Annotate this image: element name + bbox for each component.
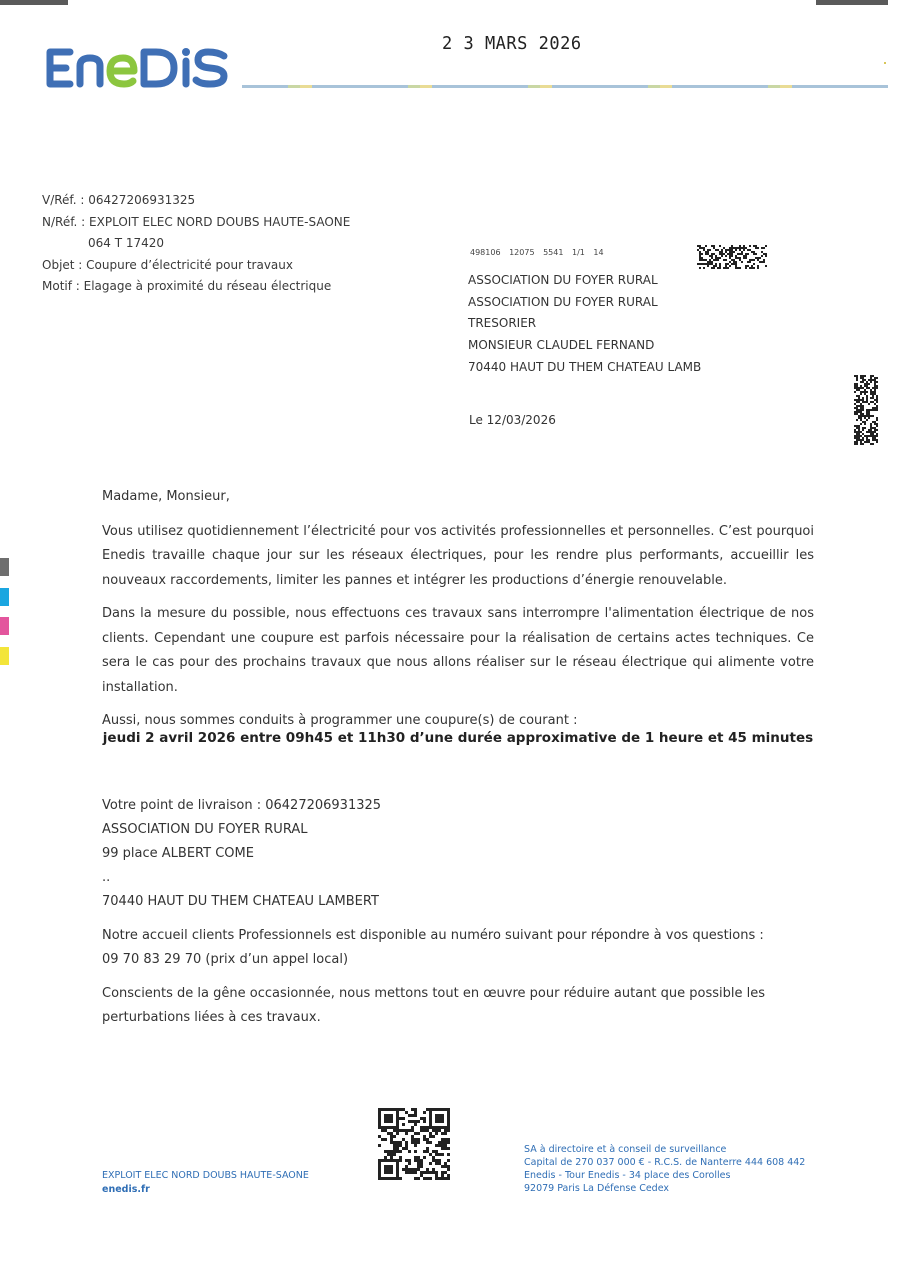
delivery-name: ASSOCIATION DU FOYER RURAL bbox=[102, 822, 308, 837]
footer-sender bbox=[102, 1169, 309, 1197]
your-reference: V/Réf. : 06427206931325 bbox=[42, 193, 196, 207]
enedis-logo bbox=[42, 44, 242, 92]
scan-edge-mark-right bbox=[816, 0, 888, 5]
footer-legal bbox=[524, 1143, 805, 1195]
delivery-extra: .. bbox=[102, 870, 111, 885]
delivery-city: 70440 HAUT DU THEM CHATEAU LAMBERT bbox=[102, 894, 379, 909]
paragraph-works: Dans la mesure du possible, nous effectuons ces travaux sans interrompre l'alimentation électrique de nos clients. Cependant une coupure est parfois nécessaire pour la réalisation de certains actes techniques. Ce sera le cas pour des prochains travaux que nous allons réaliser sur le réseau électrique qui alimente votre installation. bbox=[102, 606, 814, 695]
footer-service: EXPLOIT ELEC NORD DOUBS HAUTE-SAONE bbox=[102, 1170, 309, 1181]
footer-qr-code bbox=[378, 1108, 450, 1180]
reference-block bbox=[42, 190, 350, 298]
contact-text bbox=[102, 924, 814, 972]
print-mark-grey bbox=[0, 558, 9, 576]
our-reference-code: 064 T 17420 bbox=[88, 236, 165, 250]
scan-edge-mark-left bbox=[0, 0, 68, 5]
datamatrix-barcode bbox=[697, 245, 767, 269]
legal-line: 92079 Paris La Défense Cedex bbox=[524, 1183, 670, 1194]
contact-info: Notre accueil clients Professionnels est disponible au numéro suivant pour répondre à vos questions : bbox=[102, 928, 764, 943]
recipient-address bbox=[468, 270, 701, 379]
delivery-street: 99 place ALBERT COME bbox=[102, 846, 254, 861]
vertical-barcode bbox=[854, 375, 878, 445]
print-mark-magenta bbox=[0, 617, 9, 635]
contact-phone: 09 70 83 29 70 (prix d’un appel local) bbox=[102, 952, 349, 967]
recipient-line: ASSOCIATION DU FOYER RURAL bbox=[468, 273, 658, 287]
delivery-block bbox=[102, 794, 814, 1040]
footer-website-link[interactable]: enedis.fr bbox=[102, 1184, 150, 1195]
recipient-line: MONSIEUR CLAUDEL FERNAND bbox=[468, 338, 655, 353]
recipient-line: TRESORIER bbox=[468, 316, 537, 331]
legal-line: Capital de 270 037 000 € - R.C.S. de Nanterre 444 608 442 bbox=[524, 1157, 806, 1168]
legal-line: SA à directoire et à conseil de surveillance bbox=[524, 1144, 727, 1155]
reason-line: Motif : Elagage à proximité du réseau électrique bbox=[42, 279, 332, 293]
letter-date: Le 12/03/2026 bbox=[469, 413, 556, 427]
print-mark-cyan bbox=[0, 588, 9, 606]
letter-body bbox=[102, 485, 814, 743]
delivery-point: Votre point de livraison : 06427206931325 bbox=[102, 798, 382, 813]
salutation: Madame, Monsieur, bbox=[102, 489, 230, 504]
our-reference: N/Réf. : EXPLOIT ELEC NORD DOUBS HAUTE-SAONE bbox=[42, 214, 351, 229]
paragraph-intro: Vous utilisez quotidiennement l’électricité pour vos activités professionnelles et personnelles. C’est pourquoi Enedis travaille chaque jour sur les réseaux électriques, pour les rendre plus performants, accueillir les nouveaux raccordements, limiter les pannes et intégrer les productions d’énergie renouvelable. bbox=[102, 523, 814, 588]
mailing-meta: 498106 12075 5541 1/1 14 bbox=[470, 248, 604, 257]
paragraph-outage-notice: Aussi, nous sommes conduits à programmer une coupure(s) de courant : bbox=[102, 713, 578, 728]
recipient-line: 70440 HAUT DU THEM CHATEAU LAMB bbox=[468, 359, 702, 374]
header-rule bbox=[242, 85, 888, 88]
subject-line: Objet : Coupure d’électricité pour travaux bbox=[42, 257, 293, 272]
header-rule-mark bbox=[884, 62, 886, 64]
outage-schedule: jeudi 2 avril 2026 entre 09h45 et 11h30 d’une durée approximative de 1 heure et 45 minutes bbox=[102, 730, 814, 746]
received-date-stamp: 2 3 MARS 2026 bbox=[442, 33, 582, 55]
recipient-line: ASSOCIATION DU FOYER RURAL bbox=[468, 294, 658, 309]
legal-line: Enedis - Tour Enedis - 34 place des Corolles bbox=[524, 1170, 731, 1181]
print-mark-yellow bbox=[0, 647, 9, 665]
closing-paragraph: Conscients de la gêne occasionnée, nous mettons tout en œuvre pour réduire autant que possible les perturbations liées à ces travaux. bbox=[102, 986, 766, 1025]
